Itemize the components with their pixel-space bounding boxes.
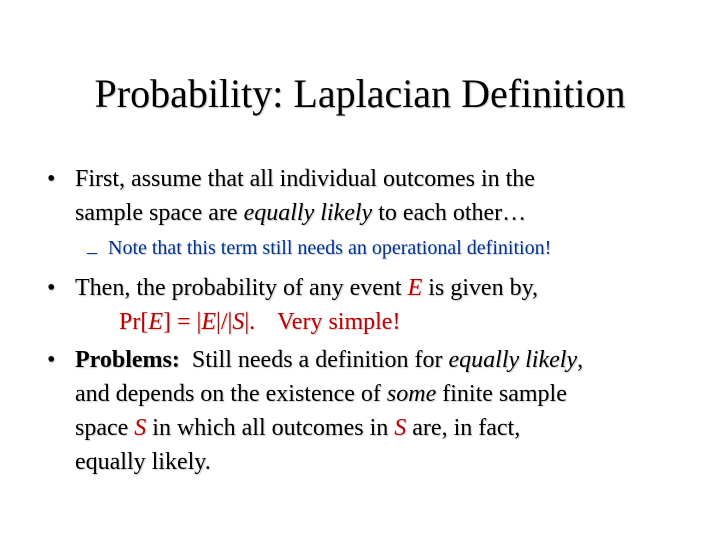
bullet-icon: •	[47, 347, 56, 373]
bullet-2-line-1: Then, the probability of any event E is given by,	[75, 275, 539, 301]
bullet-icon: •	[47, 166, 56, 192]
formula-note: Very simple!	[277, 309, 401, 335]
bullet-3-line-4: equally likely.	[75, 449, 211, 475]
sub-bullet-dash-icon: –	[87, 241, 97, 263]
bullet-3-line-3: space S in which all outcomes in S are, in fact,	[75, 415, 521, 441]
bullet-3-line-1: Problems: Still needs a definition for equally likely,	[75, 347, 584, 373]
bullet-icon: •	[47, 275, 56, 301]
slide-title: Probability: Laplacian Definition	[94, 71, 626, 116]
bullet-1-line-2: sample space are equally likely to each other…	[75, 200, 527, 226]
bullet-1-line-1: First, assume that all individual outcomes in the	[75, 166, 535, 192]
sub-bullet-1: Note that this term still needs an operational definition!	[108, 237, 552, 259]
bullet-2-formula: Pr[E] = |E|/|S|. Very simple!	[119, 309, 401, 335]
bullet-3-line-2: and depends on the existence of some finite sample	[75, 381, 567, 407]
